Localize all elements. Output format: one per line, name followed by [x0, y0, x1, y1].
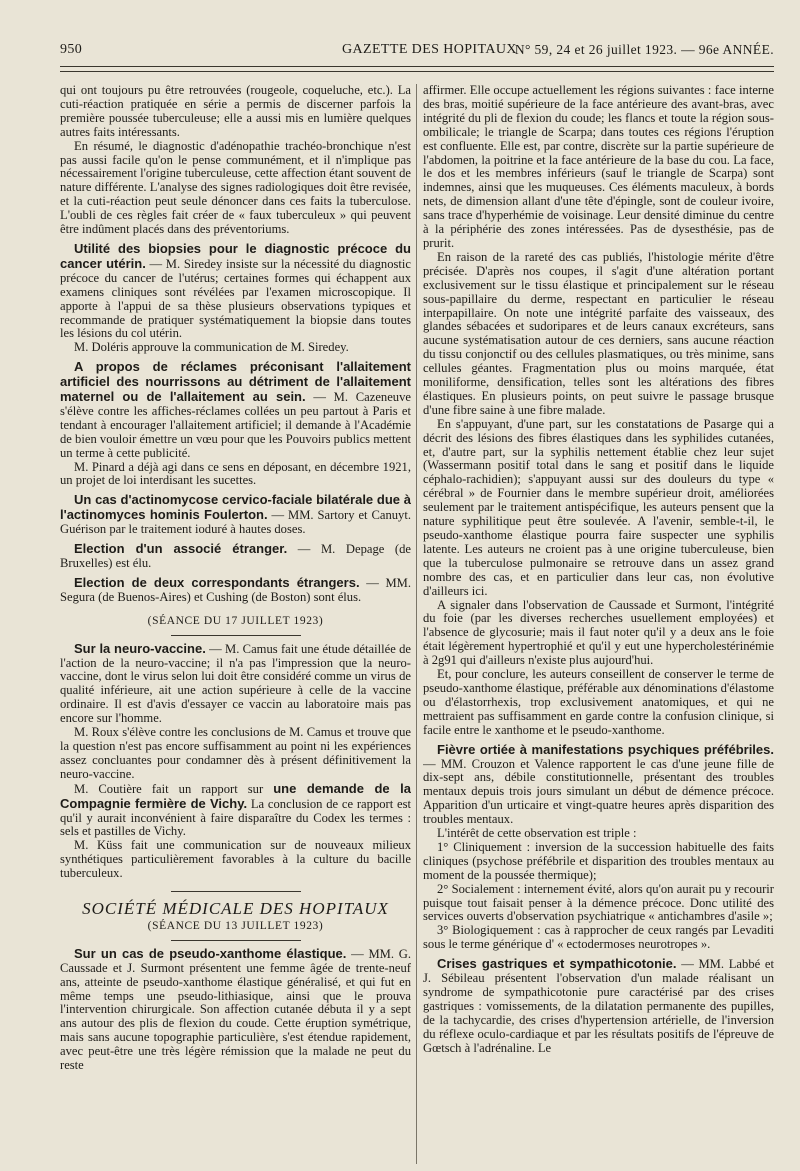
article-body: — M. Cazeneuve s'élève contre les affiches-réclames collées un peu partout à Paris et tendant à encourager l'allaitement artificiel; il demande à l'Académie de bien vouloir émettre un vœu pour que les Pouvoirs publics mettent un terme à cette publicité. [60, 390, 411, 460]
paragraph: En raison de la rareté des cas publiés, l'histologie mérite d'être précisée. D'après nos coupes, il s'agit d'une altération portant exclusivement sur le tissu élastique et principalement sur le réseau sous-papillaire du derme, respectant en particulier le réseau interpapillaire. On note une intégrité parfaite des vaisseaux, des glandes sébacées et sudoripares et de leurs canaux excréteurs, sans aucune systématisation autour de ces derniers, sans aucune réaction du tissu conjonctif ou des cellules plasmatiques, ou très minime, sans cellules géantes. Fragmentation plus ou moins marquée, état moniliforme, densification, telles sont les altérations des fibres élastiques. En plusieurs points, on peut suivre le passage brusque d'une fibre saine à une fibre malade. [423, 249, 774, 417]
article-title: Election de deux correspondants étrangers. [74, 574, 360, 590]
page-header [60, 42, 774, 64]
paragraph-lead: M. Coutière fait un rapport sur [74, 781, 264, 796]
paragraph: M. Roux s'élève contre les conclusions de M. Camus et trouve que la question n'est pas encore suffisamment au point ni les expériences assez concluantes pour condamner dès à présent définitivement la neuro-vaccine. [60, 725, 411, 781]
article-body: — MM. G. Caussade et J. Surmont présentent une femme âgée de trente-neuf ans, atteinte de pseudo-xanthome élastique généralisé, et qui fut en même temps une pseudo-lithiasique, ainsi que le prouva l'intervention chirurgicale. Son affection cutanée débuta il y a sept ans autour des plis de flexion du coude. Cette éruption symétrique, mais sans aucune topographie particulière, s'est étendue rapidement, avec peut-être une très légère rémission que la malade ne peut du reste [60, 946, 411, 1073]
divider [171, 891, 301, 892]
page-number: 950 [60, 42, 83, 57]
paragraph: qui ont toujours pu être retrouvées (rougeole, coqueluche, etc.). La cuti-réaction pratiquée en série a permis de discerner parfois la première poussée tuberculeuse; elle a aussi mis en lumière quelques autres faits intéressants. [60, 84, 411, 139]
article-title: Sur la neuro-vaccine. [74, 640, 206, 656]
election-article [60, 576, 411, 605]
left-column [60, 84, 411, 1164]
article-columns [60, 84, 774, 1164]
paragraph: A signaler dans l'observation de Caussade et Surmont, l'intégrité du foie (par les diverses recherches usuellement employées) et l'absence de glycosurie; mais il faut noter qu'il y a deux ans le foie était légèrement hypertrophié et qu'il y eut une hypercholestérinémie à 2g91 qui d'ailleurs n'existe plus aujourd'hui. [423, 597, 774, 668]
crises-gastriques-article [423, 957, 774, 1055]
pseudo-xanthome-article [60, 947, 411, 1073]
fievre-ortiee-article [423, 743, 774, 827]
article-body: — MM. Sartory et Canuyt. Guérison par le traitement ioduré à hautes doses. [60, 508, 411, 537]
coutiere-paragraph [60, 782, 411, 840]
paragraph: M. Doléris approuve la communication de M. Siredey. [74, 340, 349, 355]
journal-title: GAZETTE DES HOPITAUX [342, 42, 517, 57]
article-body: — M. Depage (de Bruxelles) est élu. [60, 542, 411, 570]
article-title: A propos de réclames préconisant l'allaitement artificiel des nourrissons au détriment de l'allaitement maternel ou de l'allaitement au sein. [60, 359, 411, 405]
paragraph: M. Küss fait une communication sur de nouveaux milieux synthétiques particulièrement favorables à la culture du bacille tuberculeux. [60, 838, 411, 881]
list-item: 2° Socialement : internement évité, alors qu'on aurait pu y recourir puisque tout faisait penser à la démence précoce. Donc utilité des services ouverts d'observation psychiatrique « antichambres d'asile »; [423, 881, 774, 924]
neuro-vaccine-article [60, 642, 411, 726]
article-title: Crises gastriques et sympathicotonie. [437, 956, 677, 972]
actinomycose-article [60, 493, 411, 537]
article-body: — MM. Labbé et J. Sébileau présentent l'observation d'un malade réalisant un syndrome de sympathicotonie pure caractérisé par des crises gastriques : vomissements, de la dilatation permanente des pupilles, de la tachycardie, des crises d'hypertension artérielle, de l'inversion du réflexe oculo-cardiaque et par les résultats positifs de l'épreuve de Gœtsch à l'adrénaline. Le [423, 957, 774, 1055]
article-body: — MM. Segura (de Buenos-Aires) et Cushing (de Boston) sont élus. [60, 575, 411, 604]
article-title: Fièvre ortiée à manifestations psychiques préfébriles. [437, 741, 774, 757]
paragraph: L'intérêt de cette observation est triple : [437, 826, 637, 841]
election-article [60, 542, 411, 571]
article-title: Sur un cas de pseudo-xanthome élastique. [74, 945, 347, 961]
right-column [423, 84, 774, 1164]
reclames-article [60, 360, 411, 460]
divider [171, 940, 301, 941]
article-title: une demande de la Compagnie fermière de Vichy. [60, 780, 411, 811]
section-title: SOCIÉTÉ MÉDICALE DES HOPITAUX [82, 899, 389, 919]
article-body: — M. Siredey insiste sur la nécessité du diagnostic précoce du cancer de l'utérus; certaines formes qui échappent aux examens cliniques sont révélées par l'examen microscopique. Il apporte à l'appui de sa thèse plusieurs observations typiques et recommande de pratiquer systématiquement la biopsie dans toutes les lésions du col utérin. [60, 256, 411, 341]
column-separator [416, 84, 417, 1164]
article-body: La conclusion de ce rapport est qu'il y aurait inconvénient à faire disparaître du Codex les termes : sels et pastilles de Vichy. [60, 796, 411, 839]
biopsies-article [60, 242, 411, 341]
article-title: Un cas d'actinomycose cervico-faciale bilatérale due à l'actinomyces hominis Foulerton. [60, 492, 411, 523]
paragraph: En s'appuyant, d'une part, sur les constatations de Pasarge qui a décrit des lésions des fibres élastiques dans les syphilides cutanées, et, d'autre part, sur la syphilis nettement établie chez leur sujet (Wassermann positif total dans le sang et positif dans le liquide céphalo-rachidien); s'appuyant aussi sur des douleurs du type « cérébral » de Fournier dans le membre supérieur droit, améliorées seulement par le traitement antispécifique, les auteurs pensent que la nature syphilitique peut être soulevée. A l'avenir, semble-t-il, le pseudo-xanthome élastique pourra faire suspecter une syphilis latente. Les auteurs ne croient pas à une origine tuberculeuse, bien que la tuberculose pulmonaire se retrouve dans un assez grand nombre des cas, et en particulier dans leur cas, non évolutive d'ailleurs ici. [423, 416, 774, 598]
article-title: Election d'un associé étranger. [74, 541, 288, 557]
article-body: — MM. Crouzon et Valence rapportent le cas d'une jeune fille de dix-sept ans, débile constitutionnelle, présentant des troubles mentaux depuis trois jours simulant un début de démence précoce. Apparition d'un urticaire et vingt-quatre heures après disparition des troubles mentaux. [423, 756, 774, 827]
article-body: — M. Camus fait une étude détaillée de l'action de la neuro-vaccine; il n'a pas l'impression que la neuro-vaccine, dont le virus selon lui doit être considéré comme un virus de qualité inférieure, ait une action supérieure à celle de la vaccine ordinaire. Il est d'avis d'essayer ce vaccin au laboratoire mais pas encore sur l'homme. [60, 641, 411, 726]
article-title: Utilité des biopsies pour le diagnostic précoce du cancer utérin. [60, 240, 411, 271]
seance-heading: (SÉANCE DU 17 JUILLET 1923) [147, 614, 324, 627]
header-rule-2 [60, 71, 774, 72]
divider [171, 635, 301, 636]
issue-info: N° 59, 24 et 26 juillet 1923. — 96e ANNÉE. [514, 42, 774, 57]
paragraph: Et, pour conclure, les auteurs conseillent de conserver le terme de pseudo-xanthome élastique, préférable aux dénominations d'élastome ou d'élastorrhexis, trop exclusivement anatomiques, et qui ne mettraient pas suffisamment en garde contre la confusion clinique, si facile entre le xanthome et le pseudo-xanthome. [423, 667, 774, 737]
paragraph: En résumé, le diagnostic d'adénopathie trachéo-bronchique n'est pas aussi facile qu'on le pense communément, et il n'implique pas nécessairement l'origine tuberculeuse, cette affection étant souvent de nature différente. L'analyse des signes radiologiques doit être revisée, et la cuti-réaction peut seule dénoncer dans ces faits la tuberculose. L'oubli de ces règles fait créer de « faux tuberculeux » qui peuvent être indûment placés dans des préventoriums. [60, 138, 411, 237]
list-item: 3° Biologiquement : cas à rapprocher de ceux rangés par Levaditi sous le terme générique d' « ectodermoses neurotropes ». [423, 923, 774, 952]
seance-heading: (SÉANCE DU 13 JUILLET 1923) [147, 919, 324, 932]
paragraph: affirmer. Elle occupe actuellement les régions suivantes : face interne des bras, moitié supérieure de la face antérieure des avant-bras, avec intégrité du pli de flexion du coude; les flancs et toute la région sous-ombilicale; le triangle de Scarpa; dans toutes ces régions l'éruption est confluente. Elle est, par contre, discrète sur la partie supérieure de l'abdomen, la poitrine et la face antérieure de la base du cou. La face, le dos et les membres inférieurs (sauf le triangle de Scarpa) sont indemnes, ainsi que les muqueuses. Ces éléments maculeux, à bords nets, de dimension allant d'une tête d'épingle, sont de couleur ivoire, sans trace d'hyperhémie de voisinage. Leur densité diminue du centre à la périphérie des zones intéressées. Pas de dysesthésie, pas de prurit. [423, 84, 774, 250]
paragraph: M. Pinard a déjà agi dans ce sens en déposant, en décembre 1921, un projet de loi interdisant les sucettes. [60, 459, 411, 488]
list-item: 1° Cliniquement : inversion de la succession habituelle des faits cliniques (psychose préfébrile et disparition des troubles mentaux au moment de la poussée thermique); [423, 839, 774, 882]
header-rule [60, 66, 774, 67]
